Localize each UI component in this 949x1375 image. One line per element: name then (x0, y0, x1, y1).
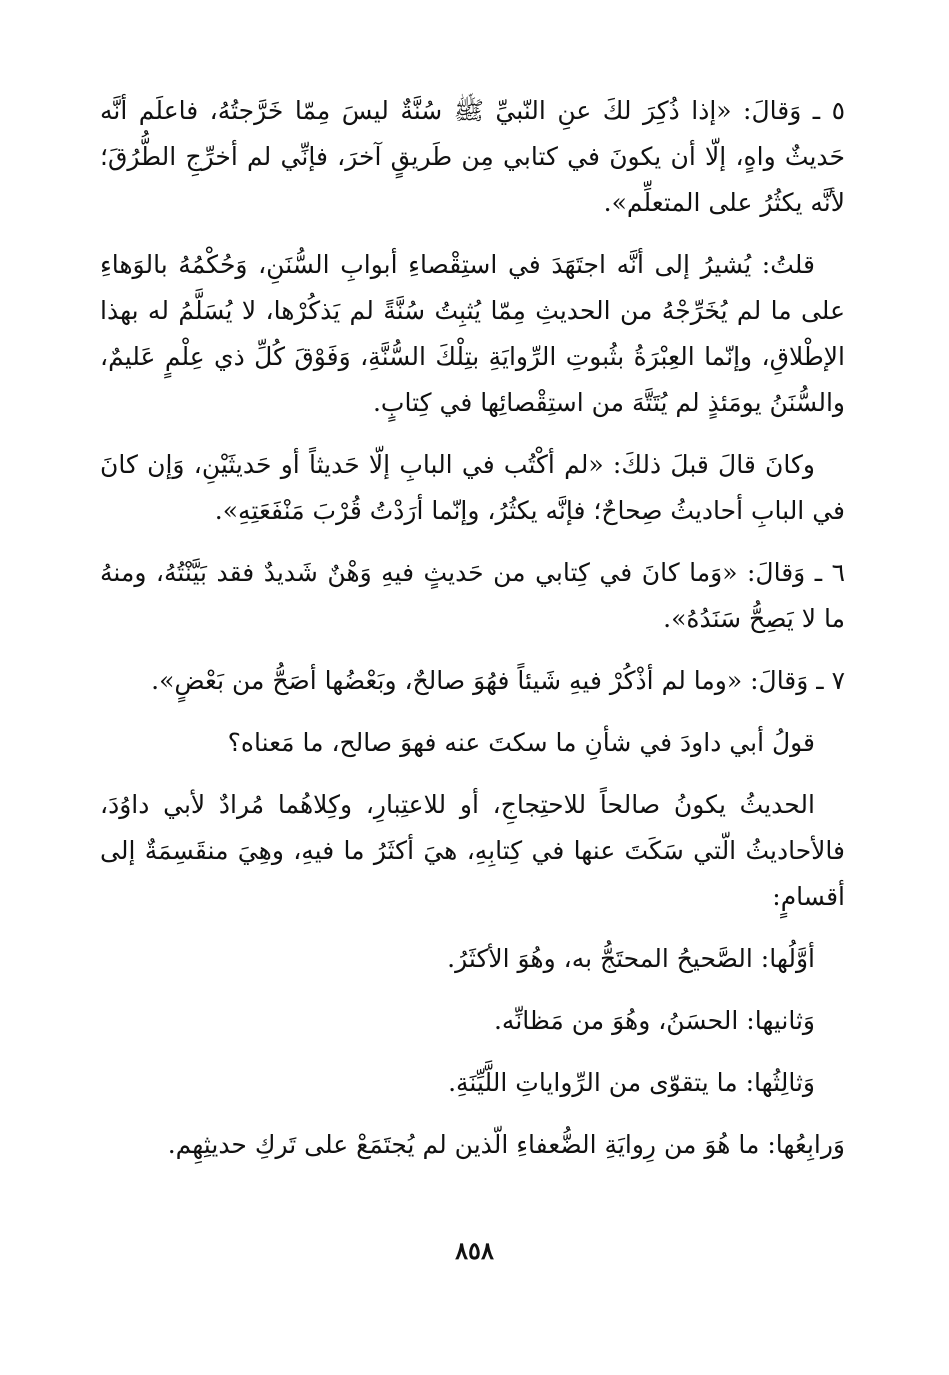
list-item-third: وَثالِثُها: ما يتقوّى من الرِّواياتِ اللَّيِّنَةِ. (448, 1068, 815, 1097)
list-item-first: أوَّلُها: الصَّحيحُ المحتَجُّ به، وهُوَ الأكثَرُ. (447, 944, 815, 973)
page-body (100, 88, 845, 1184)
paragraph-answer: الحديثُ يكونُ صالحاً للاحتِجاجِ، أو للاعتِبارِ، وكِلاهُما مُرادٌ لأبي داوُدَ، فالأحاديثُ الّتي سَكَتَ عنها في كِتابِهِ، هيَ أكثَرُ ما فيهِ، وهِيَ منقَسِمَةٌ إلى أقسامٍ: (100, 790, 845, 911)
paragraph-commentary: قلتُ: يُشيرُ إلى أنَّه اجتَهَدَ في استِقْصاءِ أبوابِ السُّنَنِ، وَحُكْمُهُ بالوَهاءِ على ما لم يُخَرِّجْهُ من الحديثِ مِمّا يُثبِتُ سُنَّةً لم يَذكُرْها، لا يُسَلَّمُ له بهذا الإطْلاقِ، وإنّما العِبْرَةُ بثُبوتِ الرِّوايَةِ بتِلْكَ السُّنَّةِ، وَفَوْقَ كُلِّ ذي عِلْمٍ عَليمٌ، والسُّنَنُ يومَئذٍ لم يُتَتَّهَ من استِقْصائِها في كِتابٍ. (100, 250, 845, 417)
paragraph-earlier-saying: وكانَ قالَ قبلَ ذلكَ: «لم أكْتُب في البابِ إلّا حَديثاً أو حَديثَيْنِ، وَإن كانَ في البابِ أحاديثُ صِحاحٌ؛ فإنَّه يكثُرُ، وإنّما أرَدْتُ قُرْبَ مَنْفَعَتِهِ». (100, 450, 845, 525)
list-item-fourth: وَرابِعُها: ما هُوَ من رِوايَةِ الضُّعفاءِ الّذين لم يُجتَمَعْ على تَركِ حديثِهِم. (167, 1130, 845, 1159)
paragraph-quote-5: ٥ ـ وَقالَ: «إذا ذُكِرَ لكَ عنِ النّبيِّ ﷺ سُنَّةٌ ليسَ مِمّا خَرَّجتُهُ، فاعلَم أنَّه حَديثٌ واهٍ، إلّا أن يكونَ في كتابي مِن طَريقٍ آخرَ، فإنِّي لم أخرِّجِ الطُّرُقَ؛ لأنَّه يكثُرُ على المتعلِّم». (100, 96, 845, 217)
list-item-second: وَثانيها: الحسَنُ، وهُوَ من مَظانِّه. (493, 1006, 815, 1035)
section-question: قولُ أبي داودَ في شأنِ ما سكتَ عنه فهوَ صالح، ما مَعناه؟ (227, 728, 815, 757)
paragraph-quote-6: ٦ ـ وَقالَ: «وَما كانَ في كِتابي من حَديثٍ فيهِ وَهْنٌ شَديدٌ فقد بَيَّنْتُهُ، ومنهُ ما لا يَصِحُّ سَنَدُهُ». (100, 558, 845, 633)
paragraph-quote-7: ٧ ـ وَقالَ: «وما لم أذْكُرْ فيهِ شَيئاً فهُوَ صالحٌ، وبَعْضُها أصَحُّ من بَعْضٍ». (151, 666, 845, 695)
page-number: ٨٥٨ (455, 1236, 494, 1265)
